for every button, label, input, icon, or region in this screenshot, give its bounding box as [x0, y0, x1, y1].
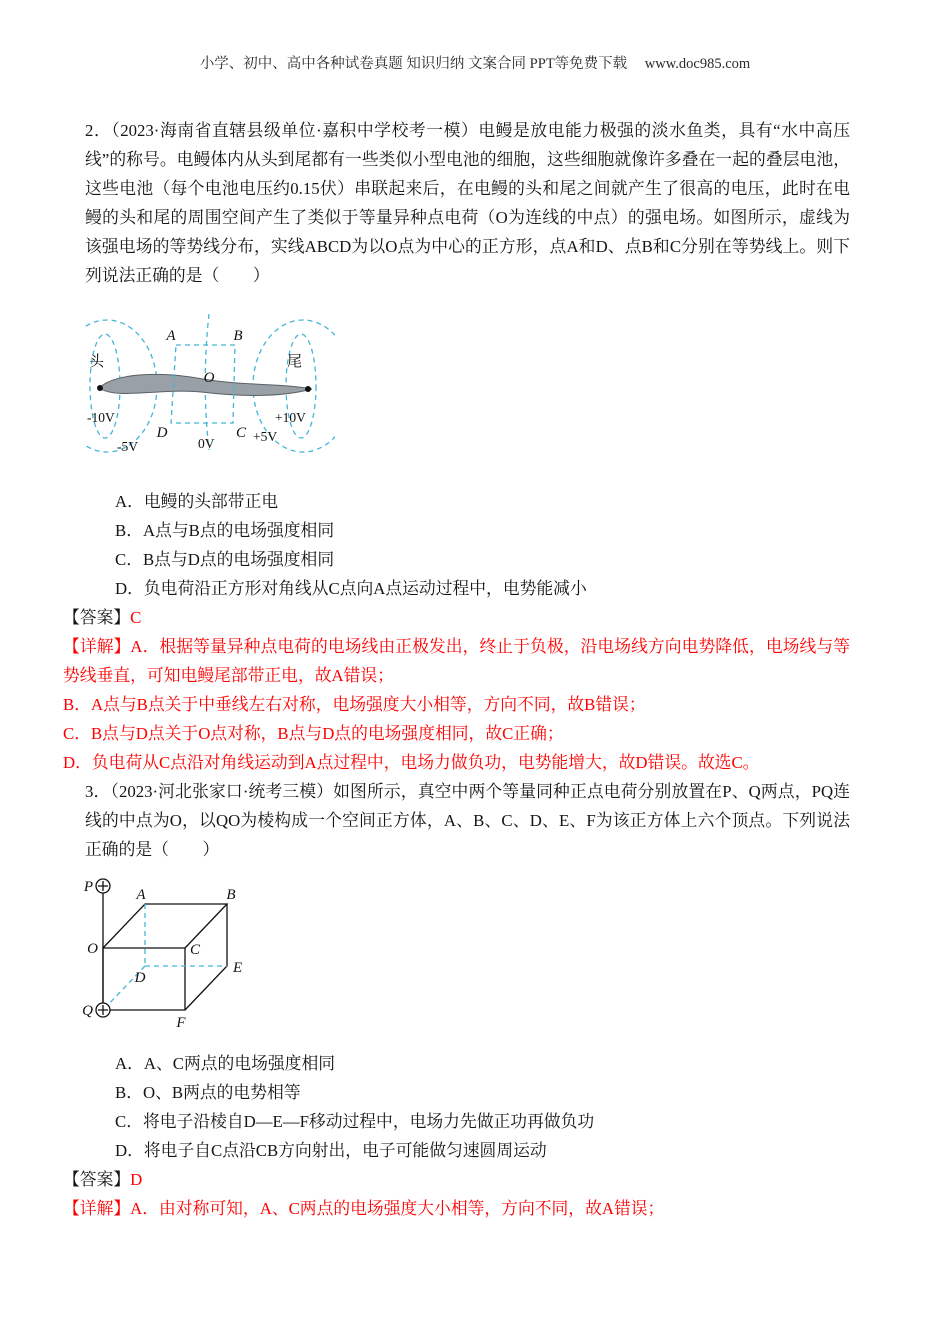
question-2-explanation: [63, 632, 850, 777]
question-2-answer-line: [63, 603, 850, 632]
point-c-label: C: [235, 425, 247, 441]
tail-dot: [305, 386, 311, 392]
explanation-paragraph: B．A点与B点关于中垂线左右对称，电场强度大小相等，方向不同，故B错误；: [63, 695, 646, 714]
header-url-link[interactable]: www.doc985.com: [644, 56, 751, 72]
question-3-stem: 3．（2023·河北张家口·统考三模）如图所示，真空中两个等量同种正点电荷分别放置在P、Q两点，PQ连线的中点为O，以QO为棱构成一个空间正方体，A、B、C、D、E、F为该正方体上六个顶点。下列说法正确的是（ ）: [85, 782, 850, 859]
point-a-label: A: [136, 887, 146, 903]
explanation-paragraph: C．B点与D点关于O点对称，B点与D点的电场强度相同，故C正确；: [63, 724, 564, 743]
explanation-paragraph: 【详解】A．由对称可知，A、C两点的电场强度大小相等，方向不同，故A错误；: [63, 1199, 665, 1218]
voltage-neg10-label: -10V: [87, 410, 115, 425]
question-2-option-d: D．负电荷沿正方形对角线从C点向A点运动过程中，电势能减小: [115, 579, 587, 598]
question-3-option-a: A．A、C两点的电场强度相同: [115, 1054, 336, 1073]
page-header: [0, 52, 950, 73]
voltage-neg5-label: -5V: [117, 439, 138, 454]
answer-value: D: [130, 1170, 143, 1189]
head-label: 头: [89, 354, 105, 370]
question-2-option-c: C．B点与D点的电场强度相同: [115, 550, 335, 569]
cube-solid-edges: [103, 904, 227, 1010]
question-3-options: [63, 1049, 850, 1165]
point-d-label: D: [134, 970, 146, 986]
question-3-option-b: B．O、B两点的电势相等: [115, 1083, 301, 1102]
question-2-option-b: B．A点与B点的电场强度相同: [115, 521, 335, 540]
question-2-stem: 2．（2023·海南省直辖县级单位·嘉积中学校考一模）电鳗是放电能力极强的淡水鱼类，具有“水中高压线”的称号。电鳗体内从头到尾都有一些类似小型电池的细胞，这些细胞就像许多叠在一起的叠层电池，这些电池（每个电池电压约0.15伏）串联起来后，在电鳗的头和尾之间就产生了很高的电压，此时在电鳗的头和尾的周围空间产生了类似于等量异种点电荷（O为连线的中点）的强电场。如图所示，虚线为该强电场的等势线分布，实线ABCD为以O点为中心的正方形，点A和D、点B和C分别在等势线上。则下列说法正确的是（ ）: [85, 121, 850, 285]
voltage-pos10-label: +10V: [275, 410, 306, 425]
answer-label: 【答案】: [63, 608, 131, 627]
point-o-label: O: [203, 370, 215, 386]
cube-charges-diagram: [83, 870, 288, 1034]
cube-top-edges: [103, 904, 227, 948]
question-3-option-c: C．将电子沿棱自D—E—F移动过程中，电场力先做正功再做负功: [115, 1112, 595, 1131]
point-o-label: O: [87, 941, 98, 957]
point-a-label: A: [166, 328, 176, 344]
question-2-option-a: A．电鳗的头部带正电: [115, 492, 279, 511]
explanation-paragraph: 【详解】A．根据等量异种点电荷的电场线由正极发出，终止于负极，沿电场线方向电势降低，电场线与等势线垂直，可知电鳗尾部带正电，故A错误；: [63, 637, 850, 685]
point-b-label: B: [226, 887, 236, 903]
header-text: 小学、初中、高中各种试卷真题 知识归纳 文案合同 PPT等免费下载: [199, 56, 628, 72]
point-b-label: B: [233, 328, 243, 344]
point-c-label: C: [190, 942, 201, 958]
question-2-options: [63, 487, 850, 603]
voltage-zero-label: 0V: [198, 436, 215, 451]
document-content: [63, 116, 850, 1223]
point-f-label: F: [176, 1015, 186, 1031]
point-p-label: P: [83, 879, 93, 895]
head-dot: [97, 385, 103, 391]
question-2-figure: [85, 298, 850, 477]
point-d-label: D: [156, 425, 168, 441]
cube-hidden-edges: [103, 904, 227, 1010]
question-3-answer-line: [63, 1165, 850, 1194]
positive-charge-p-icon: [96, 879, 110, 893]
question-3-option-d: D．将电子自C点沿CB方向射出，电子可能做匀速圆周运动: [115, 1141, 547, 1160]
question-3-figure: [83, 870, 850, 1043]
question-3-explanation: [63, 1194, 850, 1223]
positive-charge-q-icon: [96, 1003, 110, 1017]
tail-label: 尾: [287, 354, 303, 370]
answer-label: 【答案】: [63, 1170, 131, 1189]
point-e-label: E: [233, 960, 243, 976]
eel-field-diagram: [85, 298, 335, 468]
point-q-label: Q: [83, 1003, 93, 1019]
explanation-paragraph: D．负电荷从C点沿对角线运动到A点过程中，电场力做负功，电势能增大，故D错误。故选C。: [63, 753, 760, 772]
voltage-pos5-label: +5V: [253, 429, 278, 444]
answer-value: C: [130, 608, 142, 627]
